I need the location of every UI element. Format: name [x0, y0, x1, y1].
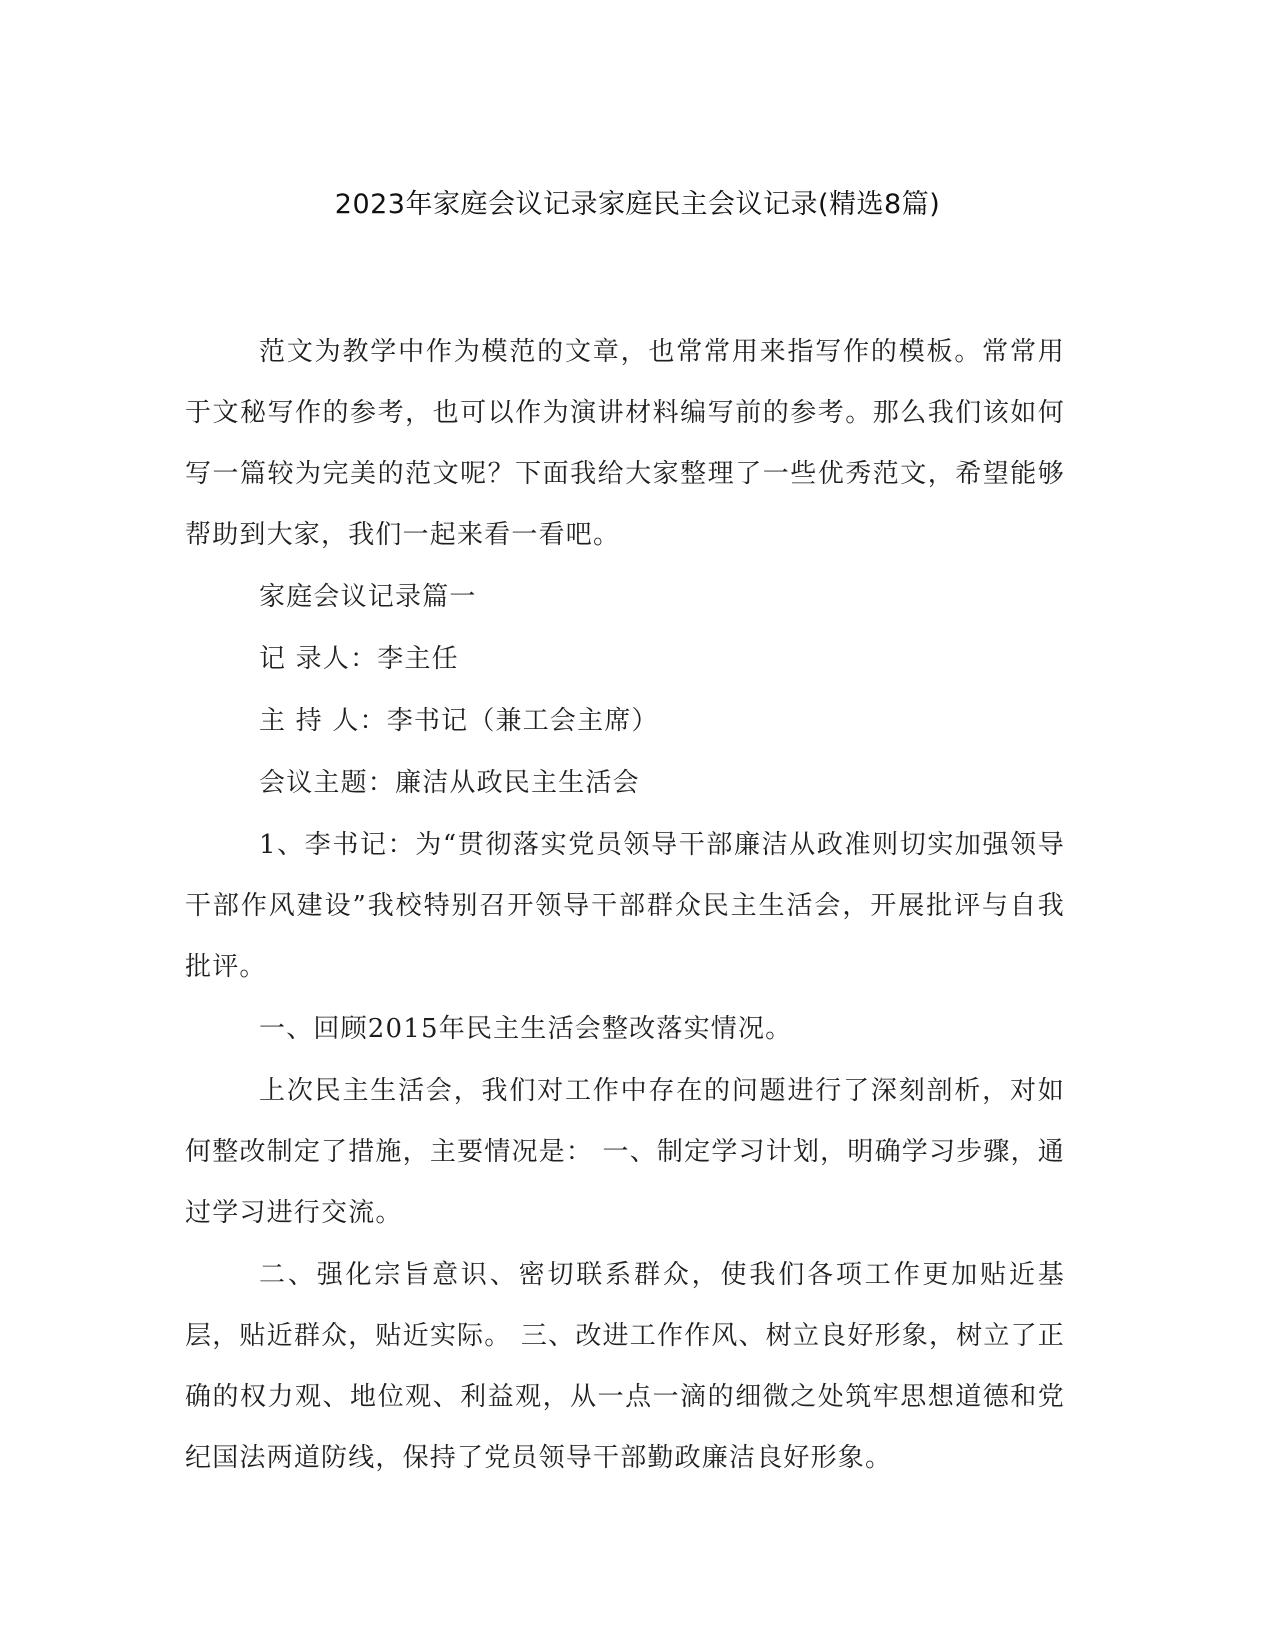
paragraph-item-1: 1、李书记：为“贯彻落实党员领导干部廉洁从政准则切实加强领导干部作风建设”我校特别召开领导干部群众民主生活会，开展批评与自我批评。	[185, 830, 1065, 982]
recorder-line: 记 录人：李主任	[259, 644, 459, 674]
document-title: 2023年家庭会议记录家庭民主会议记录(精选8篇)	[334, 189, 941, 220]
paragraph-review-heading: 一、回顾2015年民主生活会整改落实情况。	[259, 1014, 793, 1044]
paragraph-review-body: 上次民主生活会，我们对工作中存在的问题进行了深刻剖析，对如何整改制定了措施，主要情况是： 一、制定学习计划，明确学习步骤，通过学习进行交流。	[185, 1076, 1065, 1228]
topic-line: 会议主题：廉洁从政民主生活会	[259, 768, 640, 798]
host-line: 主 持 人：李书记（兼工会主席）	[259, 706, 659, 736]
paragraph-intro: 范文为教学中作为模范的文章，也常常用来指写作的模板。常常用于文秘写作的参考，也可以作为演讲材料编写前的参考。那么我们该如何写一篇较为完美的范文呢？下面我给大家整理了一些优秀范文，希望能够帮助到大家，我们一起来看一看吧。	[185, 337, 1065, 550]
document-body	[185, 322, 1065, 1490]
paragraph-measures: 二、强化宗旨意识、密切联系群众，使我们各项工作更加贴近基层，贴近群众，贴近实际。 三、改进工作作风、树立良好形象，树立了正确的权力观、地位观、利益观，从一点一滴的细微之处筑牢思想道德和党纪国法两道防线，保持了党员领导干部勤政廉洁良好形象。	[185, 1260, 1065, 1473]
section-heading: 家庭会议记录篇一	[259, 582, 477, 612]
